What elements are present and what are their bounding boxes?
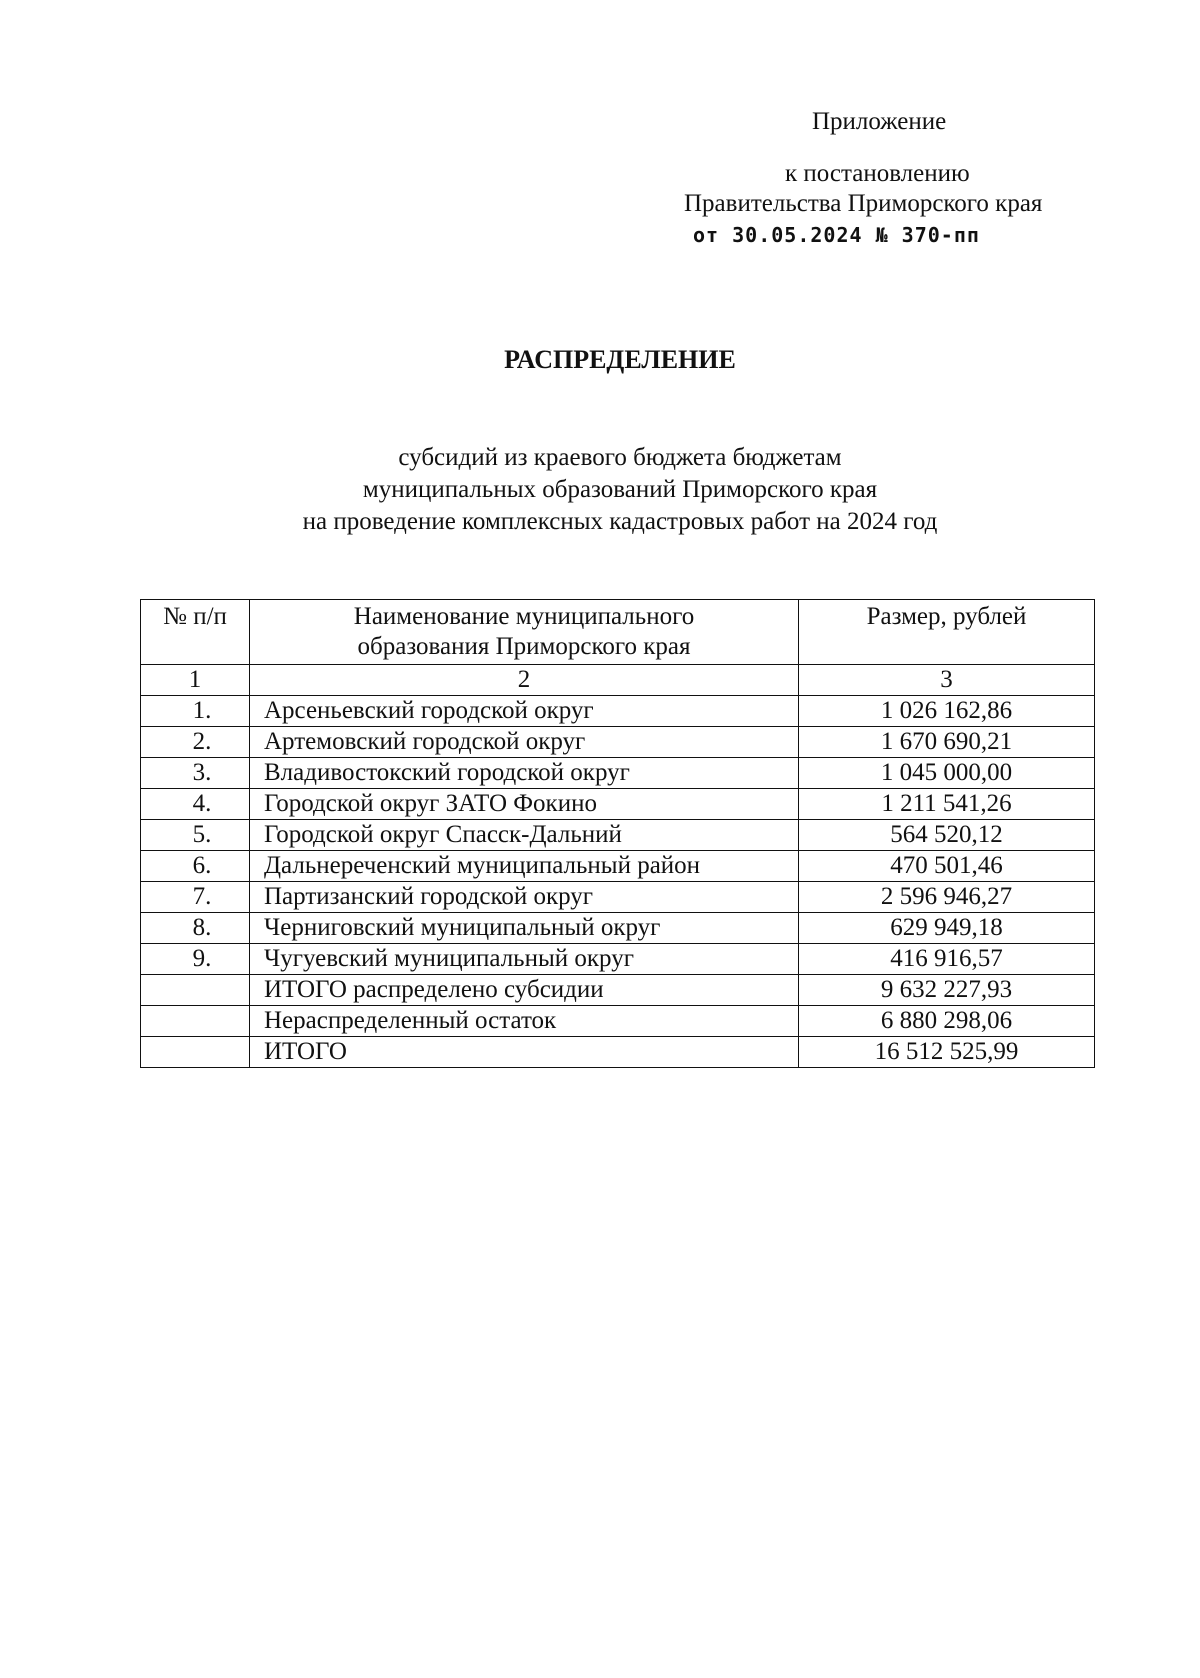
row-number-cell: 2. <box>141 727 250 758</box>
table-row <box>141 727 1095 758</box>
municipality-name-cell: Чугуевский муниципальный округ <box>250 944 799 975</box>
row-number-cell: 5. <box>141 820 250 851</box>
table-header-row <box>141 600 1095 665</box>
municipality-name-cell: ИТОГО распределено субсидии <box>250 975 799 1006</box>
document-title: РАСПРЕДЕЛЕНИЕ <box>504 345 736 374</box>
appendix-government-line: Правительства Приморского края <box>684 190 1043 217</box>
row-number-cell: 4. <box>141 789 250 820</box>
table-row <box>141 913 1095 944</box>
amount-cell: 1 045 000,00 <box>799 758 1095 789</box>
amount-cell: 6 880 298,06 <box>799 1006 1095 1037</box>
header-municipality-line: Наименование муниципального <box>353 603 695 630</box>
row-number-cell: 7. <box>141 882 250 913</box>
amount-cell: 1 026 162,86 <box>799 696 1095 727</box>
column-index: 1 <box>141 665 250 696</box>
column-index-row <box>141 665 1095 696</box>
row-number-cell <box>141 975 250 1006</box>
amount-cell: 1 211 541,26 <box>799 789 1095 820</box>
table-row <box>141 975 1095 1006</box>
row-number-cell: 9. <box>141 944 250 975</box>
amount-cell: 470 501,46 <box>799 851 1095 882</box>
table-body <box>141 696 1095 1068</box>
table-row <box>141 944 1095 975</box>
row-number-cell: 3. <box>141 758 250 789</box>
table-row <box>141 1037 1095 1068</box>
header-number: № п/п <box>141 600 250 665</box>
amount-cell: 2 596 946,27 <box>799 882 1095 913</box>
header-municipality-line: образования Приморского края <box>357 633 691 660</box>
table-row <box>141 851 1095 882</box>
municipality-name-cell: Партизанский городской округ <box>250 882 799 913</box>
table-row <box>141 789 1095 820</box>
subtitle-line: муниципальных образований Приморского края <box>362 476 878 503</box>
municipality-name-cell: ИТОГО <box>250 1037 799 1068</box>
municipality-name-cell: Владивостокский городской округ <box>250 758 799 789</box>
row-number-cell <box>141 1037 250 1068</box>
row-number-cell <box>141 1006 250 1037</box>
municipality-name-cell: Арсеньевский городской округ <box>250 696 799 727</box>
subtitle-line: субсидий из краевого бюджета бюджетам <box>398 444 842 471</box>
row-number-cell: 1. <box>141 696 250 727</box>
header-amount: Размер, рублей <box>799 600 1095 665</box>
municipality-name-cell: Городской округ ЗАТО Фокино <box>250 789 799 820</box>
table-row <box>141 882 1095 913</box>
table-row <box>141 820 1095 851</box>
document-subtitle <box>0 442 1200 538</box>
row-number-cell: 6. <box>141 851 250 882</box>
amount-cell: 9 632 227,93 <box>799 975 1095 1006</box>
distribution-table <box>140 599 1095 1068</box>
table-row <box>141 696 1095 727</box>
subtitle-line: на проведение комплексных кадастровых работ на 2024 год <box>302 508 938 535</box>
appendix-resolution-line: к постановлению <box>785 160 970 187</box>
amount-cell: 564 520,12 <box>799 820 1095 851</box>
table-row <box>141 758 1095 789</box>
municipality-name-cell: Нераспределенный остаток <box>250 1006 799 1037</box>
municipality-name-cell: Черниговский муниципальный округ <box>250 913 799 944</box>
municipality-name-cell: Городской округ Спасск-Дальний <box>250 820 799 851</box>
amount-cell: 629 949,18 <box>799 913 1095 944</box>
row-number-cell: 8. <box>141 913 250 944</box>
municipality-name-cell: Дальнереченский муниципальный район <box>250 851 799 882</box>
amount-cell: 416 916,57 <box>799 944 1095 975</box>
column-index: 2 <box>250 665 799 696</box>
amount-cell: 16 512 525,99 <box>799 1037 1095 1068</box>
header-municipality <box>250 600 799 665</box>
table-row <box>141 1006 1095 1037</box>
resolution-date-number-stamp: от 30.05.2024 № 370-пп <box>693 223 980 247</box>
amount-cell: 1 670 690,21 <box>799 727 1095 758</box>
municipality-name-cell: Артемовский городской округ <box>250 727 799 758</box>
appendix-title: Приложение <box>812 108 947 135</box>
column-index: 3 <box>799 665 1095 696</box>
